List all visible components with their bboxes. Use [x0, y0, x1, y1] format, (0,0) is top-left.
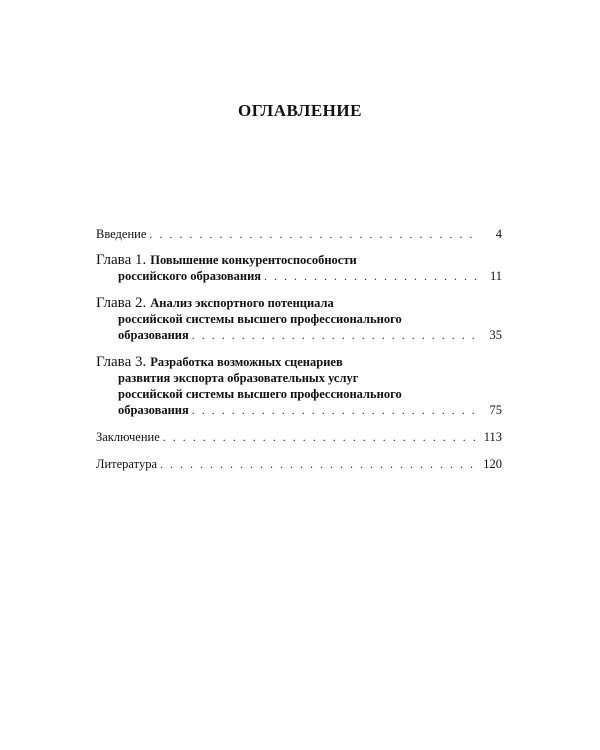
toc-page-number: 120 — [483, 457, 502, 471]
chapter-label: Глава 2. — [96, 295, 147, 311]
table-of-contents — [96, 226, 502, 483]
toc-entry-conclusion[interactable] — [96, 429, 502, 445]
toc-entry-chapter-3[interactable] — [96, 354, 502, 418]
toc-page-number: 113 — [483, 430, 502, 444]
chapter-title-line: образования — [118, 328, 189, 342]
chapter-title-line: российской системы высшего профессионального — [118, 387, 402, 401]
chapter-title-line: Разработка возможных сценариев — [150, 355, 343, 369]
page-title: ОГЛАВЛЕНИЕ — [238, 101, 362, 120]
toc-entry-intro[interactable] — [96, 226, 502, 242]
toc-entry-label: Литература — [96, 457, 157, 471]
chapter-title-line: российского образования — [118, 269, 262, 283]
toc-entry-literature[interactable] — [96, 456, 502, 472]
chapter-title-line: развития экспорта образовательных услуг — [118, 371, 359, 385]
leader-dots — [264, 268, 479, 284]
chapter-title-line: образования — [118, 403, 189, 417]
toc-page-number: 4 — [495, 227, 502, 241]
toc-entry-label: Введение — [96, 227, 147, 241]
toc-entry-label: Заключение — [96, 430, 160, 444]
leader-dots — [192, 327, 479, 343]
toc-entry-chapter-1[interactable] — [96, 252, 502, 284]
leader-dots — [163, 429, 479, 445]
chapter-label: Глава 3. — [96, 354, 147, 370]
toc-page-number: 11 — [489, 269, 502, 283]
toc-entry-chapter-2[interactable] — [96, 295, 502, 343]
chapter-title-line: российской системы высшего профессионального — [118, 312, 402, 326]
chapter-title-line: Повышение конкурентоспособности — [150, 253, 357, 267]
leader-dots — [149, 226, 479, 242]
toc-page-number: 35 — [489, 328, 502, 342]
toc-page-number: 75 — [489, 403, 502, 417]
leader-dots — [160, 456, 479, 472]
chapter-title-line: Анализ экспортного потенциала — [150, 296, 334, 310]
chapter-label: Глава 1. — [96, 252, 147, 268]
leader-dots — [192, 402, 479, 418]
